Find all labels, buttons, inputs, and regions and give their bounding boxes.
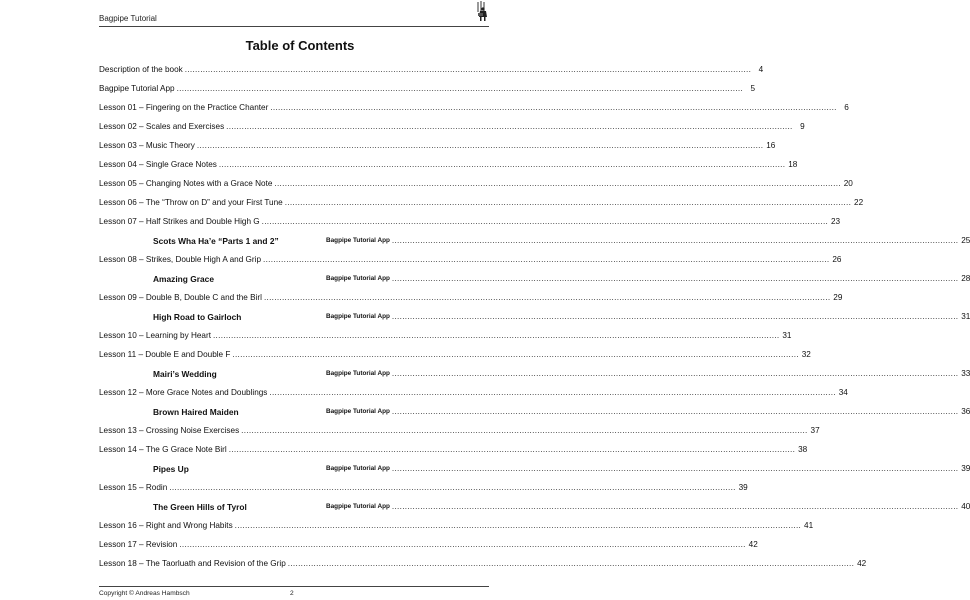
toc-list bbox=[99, 61, 970, 574]
tune-title: Mairi’s Wedding bbox=[153, 369, 217, 380]
toc-page-number: 33 bbox=[961, 369, 970, 379]
toc-entry bbox=[99, 479, 748, 498]
app-reference: Bagpipe Tutorial App bbox=[326, 275, 390, 283]
toc-entry-label: Lesson 01 – Fingering on the Practice Chanter bbox=[99, 103, 269, 113]
dot-leader: ............................................................................................................................................................................................................................ bbox=[263, 255, 830, 265]
dot-leader: ............................................................................................................................................................................................................................ bbox=[391, 502, 959, 512]
toc-entry-label: Lesson 04 – Single Grace Notes bbox=[99, 160, 217, 170]
toc-page-number: 29 bbox=[833, 293, 843, 303]
toc-page-number: 22 bbox=[854, 198, 864, 208]
dot-leader: ............................................................................................................................................................................................................................ bbox=[196, 141, 764, 151]
toc-tune-entry bbox=[99, 498, 970, 517]
toc-entry-label: Lesson 18 – The Taorluath and Revision of the Grip bbox=[99, 559, 286, 569]
toc-page-number: 23 bbox=[831, 217, 841, 227]
toc-entry-label: Lesson 16 – Right and Wrong Habits bbox=[99, 521, 233, 531]
dot-leader: ............................................................................................................................................................................................................................ bbox=[226, 122, 793, 132]
dot-leader: ............................................................................................................................................................................................................................ bbox=[391, 464, 959, 474]
dot-leader: ............................................................................................................................................................................................................................ bbox=[274, 179, 841, 189]
tune-title: Scots Wha Ha’e “Parts 1 and 2” bbox=[153, 236, 279, 247]
dot-leader: ............................................................................................................................................................................................................................ bbox=[228, 445, 796, 455]
toc-entry bbox=[99, 194, 864, 213]
toc-entry-label: Lesson 15 – Rodin bbox=[99, 483, 168, 493]
app-reference: Bagpipe Tutorial App bbox=[326, 313, 390, 321]
toc-entry-label: Lesson 14 – The G Grace Note Birl bbox=[99, 445, 227, 455]
toc-page-number: 42 bbox=[748, 540, 758, 550]
toc-entry bbox=[99, 289, 843, 308]
toc-page-number: 20 bbox=[843, 179, 853, 189]
toc-entry-label: Lesson 02 – Scales and Exercises bbox=[99, 122, 225, 132]
toc-entry bbox=[99, 156, 798, 175]
page-footer bbox=[99, 586, 489, 599]
tune-title: Pipes Up bbox=[153, 464, 189, 475]
toc-entry bbox=[99, 118, 805, 137]
toc-entry bbox=[99, 213, 841, 232]
dot-leader: ............................................................................................................................................................................................................................ bbox=[270, 103, 837, 113]
tune-title: Brown Haired Maiden bbox=[153, 407, 239, 418]
toc-page-number: 5 bbox=[750, 84, 756, 94]
dot-leader: ............................................................................................................................................................................................................................ bbox=[241, 426, 808, 436]
toc-entry bbox=[99, 441, 808, 460]
dot-leader: ............................................................................................................................................................................................................................ bbox=[176, 84, 744, 94]
toc-page-number: 25 bbox=[961, 236, 970, 246]
app-reference: Bagpipe Tutorial App bbox=[326, 370, 390, 378]
toc-page-number: 39 bbox=[738, 483, 748, 493]
toc-entry-label: Lesson 08 – Strikes, Double High A and Grip bbox=[99, 255, 262, 265]
toc-page-number: 37 bbox=[810, 426, 820, 436]
toc-page-number: 18 bbox=[788, 160, 798, 170]
dot-leader: ............................................................................................................................................................................................................................ bbox=[184, 65, 752, 75]
app-reference: Bagpipe Tutorial App bbox=[326, 465, 390, 473]
toc-entry bbox=[99, 384, 848, 403]
piper-icon bbox=[474, 0, 490, 22]
toc-page-number: 9 bbox=[800, 122, 805, 132]
app-reference: Bagpipe Tutorial App bbox=[326, 408, 390, 416]
toc-entry-label: Lesson 13 – Crossing Noise Exercises bbox=[99, 426, 240, 436]
toc-tune-entry bbox=[99, 232, 970, 251]
toc-entry bbox=[99, 555, 867, 574]
toc-entry bbox=[99, 61, 764, 80]
toc-entry bbox=[99, 137, 776, 156]
toc-entry bbox=[99, 422, 820, 441]
toc-entry bbox=[99, 346, 811, 365]
toc-entry-label: Lesson 03 – Music Theory bbox=[99, 141, 195, 151]
copyright-text: Copyright © Andreas Hambsch bbox=[99, 590, 190, 597]
dot-leader: ............................................................................................................................................................................................................................ bbox=[179, 540, 746, 550]
dot-leader: ............................................................................................................................................................................................................................ bbox=[284, 198, 852, 208]
toc-entry-label: Lesson 12 – More Grace Notes and Doublings bbox=[99, 388, 268, 398]
toc-page-number: 4 bbox=[758, 65, 764, 75]
toc-entry-label: Lesson 05 – Changing Notes with a Grace Note bbox=[99, 179, 273, 189]
dot-leader: ............................................................................................................................................................................................................................ bbox=[391, 312, 959, 322]
tune-title: Amazing Grace bbox=[153, 274, 214, 285]
toc-entry-label: Lesson 07 – Half Strikes and Double High G bbox=[99, 217, 260, 227]
toc-tune-entry bbox=[99, 308, 970, 327]
dot-leader: ............................................................................................................................................................................................................................ bbox=[391, 236, 959, 246]
dot-leader: ............................................................................................................................................................................................................................ bbox=[391, 274, 959, 284]
dot-leader: ............................................................................................................................................................................................................................ bbox=[287, 559, 855, 569]
dot-leader: ............................................................................................................................................................................................................................ bbox=[232, 350, 799, 360]
toc-entry-label: Lesson 10 – Learning by Heart bbox=[99, 331, 211, 341]
dot-leader: ............................................................................................................................................................................................................................ bbox=[269, 388, 836, 398]
toc-page-number: 16 bbox=[766, 141, 776, 151]
toc-entry-label: Lesson 09 – Double B, Double C and the Birl bbox=[99, 293, 262, 303]
toc-page-number: 6 bbox=[844, 103, 849, 113]
page-header bbox=[99, 12, 489, 27]
toc-tune-entry bbox=[99, 403, 970, 422]
toc-entry bbox=[99, 80, 756, 99]
toc-tune-entry bbox=[99, 365, 970, 384]
toc-page-number: 38 bbox=[798, 445, 808, 455]
toc-entry-label: Description of the book bbox=[99, 65, 183, 75]
toc-page-number: 31 bbox=[782, 331, 792, 341]
page-number: 2 bbox=[290, 590, 294, 597]
toc-entry bbox=[99, 327, 792, 346]
toc-entry bbox=[99, 175, 853, 194]
toc-entry-label: Lesson 11 – Double E and Double F bbox=[99, 350, 231, 360]
toc-entry bbox=[99, 99, 849, 118]
toc-page-number: 28 bbox=[961, 274, 970, 284]
toc-tune-entry bbox=[99, 460, 970, 479]
dot-leader: ............................................................................................................................................................................................................................ bbox=[218, 160, 786, 170]
dot-leader: ............................................................................................................................................................................................................................ bbox=[212, 331, 780, 341]
dot-leader: ............................................................................................................................................................................................................................ bbox=[391, 407, 959, 417]
toc-page-number: 42 bbox=[857, 559, 867, 569]
toc-page-number: 41 bbox=[804, 521, 814, 531]
dot-leader: ............................................................................................................................................................................................................................ bbox=[391, 369, 959, 379]
toc-page-number: 40 bbox=[961, 502, 970, 512]
dot-leader: ............................................................................................................................................................................................................................ bbox=[169, 483, 736, 493]
toc-page-number: 39 bbox=[961, 464, 970, 474]
toc-page-number: 34 bbox=[838, 388, 848, 398]
toc-tune-entry bbox=[99, 270, 970, 289]
toc-entry bbox=[99, 251, 842, 270]
toc-page-number: 32 bbox=[801, 350, 811, 360]
toc-title: Table of Contents bbox=[245, 38, 355, 53]
tune-title: The Green Hills of Tyrol bbox=[153, 502, 247, 513]
toc-entry bbox=[99, 536, 758, 555]
dot-leader: ............................................................................................................................................................................................................................ bbox=[263, 293, 831, 303]
toc-page-number: 36 bbox=[961, 407, 970, 417]
toc-entry bbox=[99, 517, 814, 536]
header-title: Bagpipe Tutorial bbox=[99, 14, 157, 23]
app-reference: Bagpipe Tutorial App bbox=[326, 503, 390, 511]
tune-title: High Road to Gairloch bbox=[153, 312, 242, 323]
dot-leader: ............................................................................................................................................................................................................................ bbox=[234, 521, 802, 531]
toc-entry-label: Lesson 17 – Revision bbox=[99, 540, 178, 550]
toc-page-number: 26 bbox=[832, 255, 842, 265]
dot-leader: ............................................................................................................................................................................................................................ bbox=[261, 217, 829, 227]
toc-page-number: 31 bbox=[961, 312, 970, 322]
toc-entry-label: Lesson 06 – The “Throw on D” and your First Tune bbox=[99, 198, 283, 208]
app-reference: Bagpipe Tutorial App bbox=[326, 237, 390, 245]
toc-entry-label: Bagpipe Tutorial App bbox=[99, 84, 175, 94]
